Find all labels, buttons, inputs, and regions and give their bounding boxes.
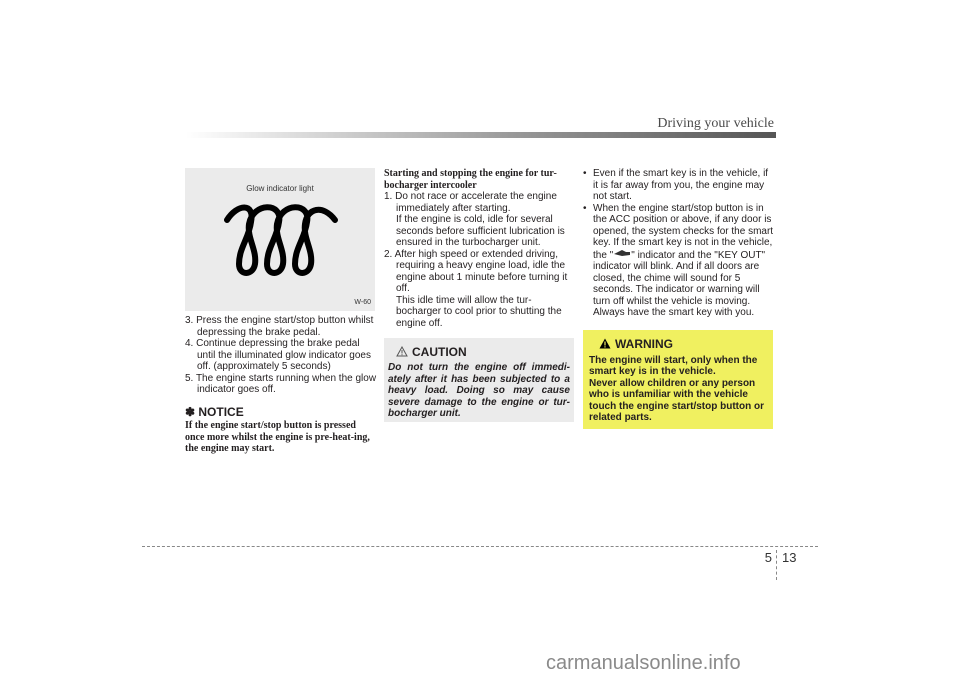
watermark: carmanualsonline.info <box>546 652 741 674</box>
section-title: Starting and stopping the engine for tur-bocharger intercooler <box>384 168 557 191</box>
turbo-step-2: 2. After high speed or extended driving, requiring a heavy engine load, idle the engine about 1 minute before turning it off. <box>384 248 568 294</box>
step-4: 4. Continue depressing the brake pedal until the illuminated glow indicator goes off. (approximately 5 seconds) <box>185 338 371 372</box>
warning-triangle-icon <box>599 338 611 349</box>
chapter-number: 5 <box>764 550 772 565</box>
page-number-separator <box>776 550 778 580</box>
figure-caption: Glow indicator light <box>246 184 314 193</box>
step-3: 3. Press the engine start/stop button whilst depressing the brake pedal. <box>185 315 374 338</box>
page-number <box>758 550 796 580</box>
footer-rule <box>142 546 818 547</box>
warning-line-1: The engine will start, only when the smart key is in the vehicle. <box>589 354 758 377</box>
smart-key-bullets <box>583 168 775 319</box>
warning-body <box>589 355 767 424</box>
caution-title: CAUTION <box>412 345 467 359</box>
caution-triangle-icon <box>396 346 408 357</box>
turbo-step-2-para: This idle time will allow the tur-bocharger to cool prior to shutting the engine off. <box>396 294 562 329</box>
page-number-value: 13 <box>782 550 797 565</box>
step-5: 5. The engine starts running when the glow indicator goes off. <box>185 372 377 395</box>
turbo-steps-list-2 <box>384 249 576 295</box>
warning-box <box>583 330 773 429</box>
turbo-step-1: 1. Do not race or accelerate the engine immediately after starting. <box>384 191 557 214</box>
page-header-title: Driving your vehicle <box>657 116 774 131</box>
bullet-marker: • <box>583 202 587 214</box>
turbo-step-1-para: If the engine is cold, idle for several seconds before sufficient lubrication is ensured in the turbocharger unit. <box>396 214 565 248</box>
turbo-steps-list <box>384 191 576 214</box>
start-steps-list <box>185 315 377 396</box>
caution-header <box>396 346 467 359</box>
warning-header <box>599 338 673 351</box>
bullet-2-text-a: When the engine start/stop button is in the ACC position or above, if any door is opened, the system checks for the smart key. If the smart key is not in the vehicle, the " <box>593 202 774 261</box>
figure-code: W-60 <box>354 298 371 306</box>
bullet-1-text: Even if the smart key is in the vehicle, if it is far away from you, the engine may not start. <box>593 168 769 202</box>
bullet-marker: • <box>583 168 587 179</box>
bullet-2-text-b: " indicator and the "KEY OUT" indicator will blink. And if all doors are closed, the chime will sound for 5 seconds. The indicator or warning will turn off whilst the vehicle is moving. Always have the smart key with you. <box>593 249 766 318</box>
column-1 <box>185 168 377 455</box>
warning-title: WARNING <box>615 336 673 351</box>
bullet-2 <box>583 203 775 319</box>
glow-plug-coil-icon <box>223 198 339 278</box>
notice-title: ✽ NOTICE <box>185 404 244 419</box>
column-3 <box>583 168 775 429</box>
header-rule <box>186 132 776 138</box>
warning-line-2: Never allow children or any person who is unfamiliar with the vehicle touch the engine start/stop button or related parts. <box>589 377 764 423</box>
notice-body: If the engine start/stop button is pressed once more whilst the engine is pre-heat-ing, the engine may start. <box>185 420 370 454</box>
glow-indicator-figure <box>185 168 375 311</box>
bullet-1 <box>583 168 775 203</box>
column-2 <box>384 168 576 422</box>
caution-box <box>384 338 574 422</box>
smart-key-indicator-icon <box>613 249 631 257</box>
caution-body: Do not turn the engine off immedi-ately after it has been subjected to a heavy load. Doing so may cause severe damage to the engine or tur-bocharger unit. <box>388 362 570 419</box>
